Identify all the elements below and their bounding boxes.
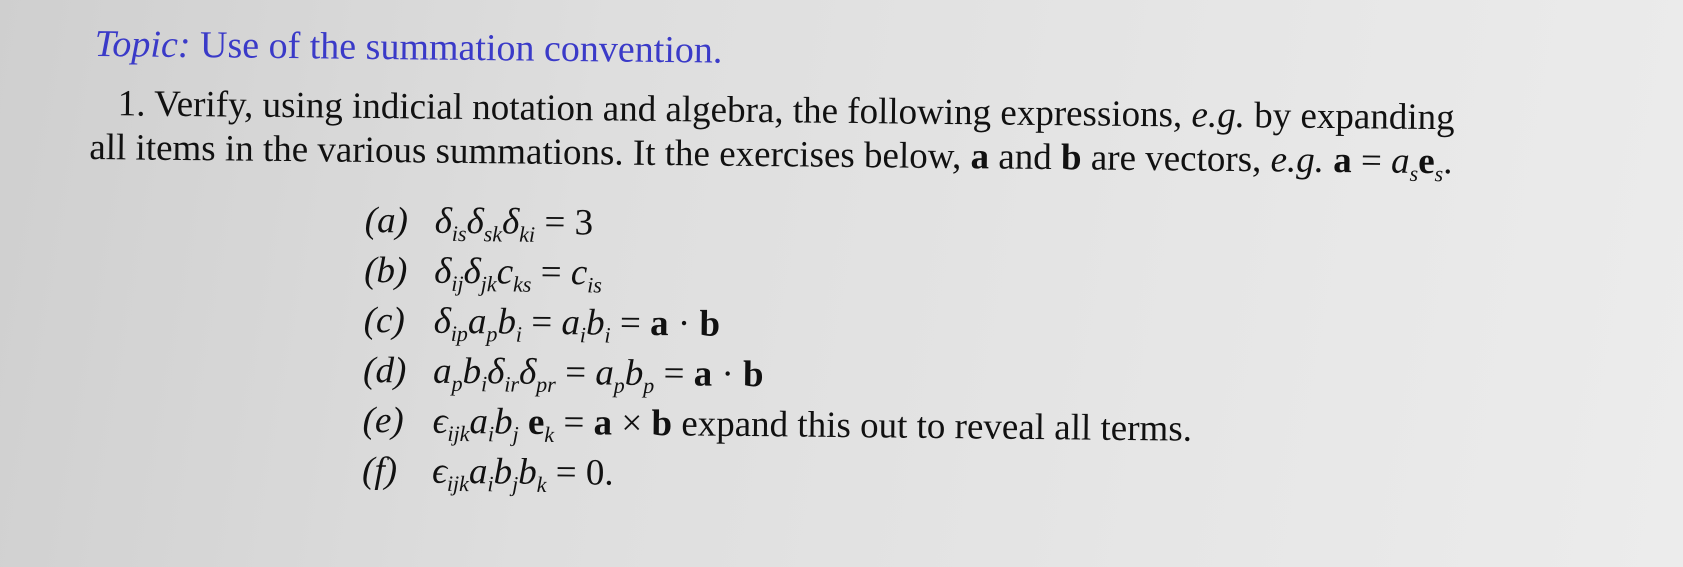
exercise-list	[362, 196, 1194, 505]
exercise-tag: (e)	[362, 399, 404, 442]
exercise-tag: (a)	[364, 199, 409, 242]
exercise-tag: (b)	[364, 249, 408, 292]
exercise-expression: $\delta_{ij}\delta_{jk}c_{ks} = c_{is}$	[434, 250, 603, 298]
topic-heading	[95, 22, 723, 73]
exercise-expression: $\epsilon_{ijk}a_ib_j$ $e_k = a \times b$ expand this out to reveal all terms.	[432, 400, 1193, 450]
exercise-tag: (c)	[363, 299, 405, 342]
problem-line-2-mid: are vectors,	[1090, 137, 1262, 181]
exercise-item-f	[362, 446, 1192, 505]
problem-line-1-end: by expanding	[1254, 95, 1455, 139]
and-word: and	[998, 136, 1052, 179]
exercise-tag: (d)	[362, 349, 407, 392]
eg-abbrev: e.g.	[1191, 94, 1246, 137]
exercise-expression: $\delta_{ip}a_pb_i = a_ib_i = a \cdot b$	[433, 300, 721, 348]
exercise-item-a	[364, 196, 1194, 255]
exercise-item-e	[362, 396, 1192, 455]
exercise-expression: $\delta_{is}\delta_{sk}\delta_{ki} = 3$	[434, 200, 594, 247]
exercise-item-c	[363, 296, 1193, 355]
topic-text: Use of the summation convention.	[199, 24, 723, 72]
vector-a: a	[970, 136, 990, 178]
problem-line-2-text: all items in the various summations. It the exercises below,	[89, 126, 962, 178]
topic-label: Topic:	[94, 22, 191, 67]
exercise-tag: (f)	[361, 449, 398, 492]
exercise-item-d	[363, 346, 1193, 405]
exercise-instruction: expand this out to reveal all terms.	[681, 403, 1193, 450]
problem-statement	[89, 82, 1590, 186]
vector-b: b	[1060, 137, 1082, 179]
eg-abbrev-2: e.g.	[1270, 139, 1325, 181]
vector-definition-formula: $a = a_se_s$.	[1333, 140, 1453, 187]
exercise-item-b	[364, 246, 1194, 305]
exercise-expression: $\epsilon_{ijk}a_ib_jb_k = 0$.	[431, 450, 614, 497]
problem-line-1-text: 1. Verify, using indicial notation and algebra, the following expressions,	[117, 83, 1183, 136]
exercise-expression: $a_pb_i\delta_{ir}\delta_{pr} = a_pb_p = a \cdot b$	[432, 350, 764, 399]
